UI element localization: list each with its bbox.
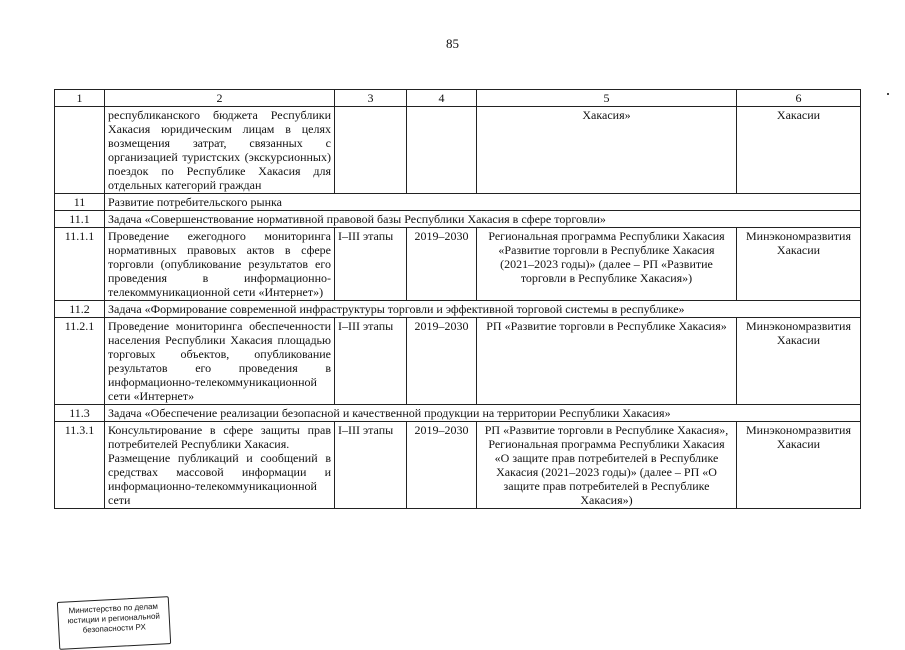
row-number: 11.3.1 xyxy=(55,422,105,509)
stamp-line: юстиции и региональной xyxy=(67,611,161,626)
activity-name: Консультирование в сфере защиты прав потребителей Республики Хакасия. Размещение публикаций и сообщений в средствах массовой информации и информационно-телекоммуникационной сети xyxy=(105,422,335,509)
table-row xyxy=(55,318,861,405)
section-title: Задача «Совершенствование нормативной правовой базы Республики Хакасия в сфере торговли» xyxy=(105,211,861,228)
table-body xyxy=(55,90,861,509)
row-number: 11.3 xyxy=(55,405,105,422)
activity-name: Проведение ежегодного мониторинга нормативных правовых актов в сфере торговли (опубликование результатов его проведения в информационно-телекоммуникационной сети «Интернет») xyxy=(105,228,335,301)
executor-name: Минэкономразвития Хакасии xyxy=(737,228,861,301)
page-number: 85 xyxy=(446,36,459,51)
header-cell: 4 xyxy=(407,90,477,107)
implementation-stage xyxy=(335,107,407,194)
program-name: Хакасия» xyxy=(477,107,737,194)
scan-speck xyxy=(887,93,889,95)
table-row xyxy=(55,228,861,301)
row-number: 11.1.1 xyxy=(55,228,105,301)
implementation-years: 2019–2030 xyxy=(407,228,477,301)
table-row xyxy=(55,422,861,509)
header-cell: 1 xyxy=(55,90,105,107)
section-title: Развитие потребительского рынка xyxy=(105,194,861,211)
section-row xyxy=(55,194,861,211)
implementation-years: 2019–2030 xyxy=(407,318,477,405)
implementation-stage: I–III этапы xyxy=(335,228,407,301)
executor-name: Минэкономразвития Хакасии xyxy=(737,422,861,509)
header-cell: 5 xyxy=(477,90,737,107)
header-cell: 3 xyxy=(335,90,407,107)
row-number: 11.2.1 xyxy=(55,318,105,405)
program-name: РП «Развитие торговли в Республике Хакасия» xyxy=(477,318,737,405)
executor-name: Минэкономразвития Хакасии xyxy=(737,318,861,405)
program-name: Региональная программа Республики Хакасия «Развитие торговли в Республике Хакасия (2021–2023 годы)» (далее – РП «Развитие торговли в Республике Хакасия») xyxy=(477,228,737,301)
table-row xyxy=(55,107,861,194)
stamp-line: безопасности РХ xyxy=(82,622,147,635)
section-row xyxy=(55,211,861,228)
row-number: 11.2 xyxy=(55,301,105,318)
row-number: 11 xyxy=(55,194,105,211)
implementation-stage: I–III этапы xyxy=(335,422,407,509)
row-number: 11.1 xyxy=(55,211,105,228)
stamp-line: Министерство по делам xyxy=(68,601,159,616)
activity-name: республиканского бюджета Республики Хакасия юридическим лицам в целях возмещения затрат, связанных с организацией туристских (экскурсионных) поездок по Республике Хакасия для отдельных категорий граждан xyxy=(105,107,335,194)
table-header-row xyxy=(55,90,861,107)
section-title: Задача «Формирование современной инфраструктуры торговли и эффективной торговой системы в республике» xyxy=(105,301,861,318)
implementation-years xyxy=(407,107,477,194)
implementation-stage: I–III этапы xyxy=(335,318,407,405)
plan-table xyxy=(54,89,861,509)
ministry-stamp xyxy=(57,596,171,650)
section-row xyxy=(55,405,861,422)
program-name: РП «Развитие торговли в Республике Хакасия», Региональная программа Республики Хакасия «О защите прав потребителей в Республике Хакасия (2021–2023 годы)» (далее – РП «О защите прав потребителей в Республике Хакасия») xyxy=(477,422,737,509)
implementation-years: 2019–2030 xyxy=(407,422,477,509)
section-row xyxy=(55,301,861,318)
header-cell: 2 xyxy=(105,90,335,107)
row-number xyxy=(55,107,105,194)
activity-name: Проведение мониторинга обеспеченности населения Республики Хакасия площадью торговых объектов, опубликование результатов его проведения в информационно-телекоммуникационной сети «Интернет» xyxy=(105,318,335,405)
header-cell: 6 xyxy=(737,90,861,107)
section-title: Задача «Обеспечение реализации безопасной и качественной продукции на территории Республики Хакасия» xyxy=(105,405,861,422)
executor-name: Хакасии xyxy=(737,107,861,194)
